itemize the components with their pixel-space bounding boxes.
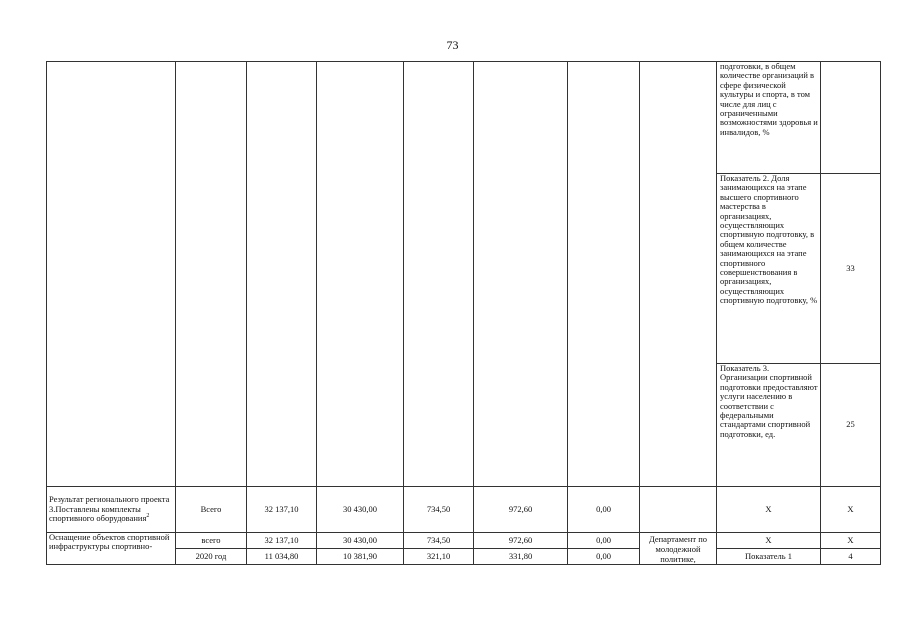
activity-period: всего xyxy=(176,533,247,549)
activity-municipal: 972,60 xyxy=(474,533,568,549)
activity-row xyxy=(47,533,881,549)
result-row xyxy=(47,487,881,533)
cell-empty xyxy=(568,62,640,487)
page-number: 73 xyxy=(446,38,459,52)
activity-regional: 321,10 xyxy=(404,549,474,565)
result-extra: 0,00 xyxy=(568,487,640,533)
activity-name: Оснащение объектов спортивной инфраструктуры спортивно- xyxy=(47,533,176,565)
activity-municipal: 331,80 xyxy=(474,549,568,565)
result-federal: 30 430,00 xyxy=(317,487,404,533)
cell-empty xyxy=(176,62,247,487)
activity-regional: 734,50 xyxy=(404,533,474,549)
indicator-value xyxy=(821,62,881,174)
indicator-text: Показатель 2. Доля занимающихся на этапе высшего спортивного мастерства в организациях, осуществляющих спортивную подготовку, в общем количестве занимающихся на этапе спортивного совершенствования в организациях, осуществляющих спортивную подготовку, % xyxy=(717,174,821,364)
cell-empty xyxy=(317,62,404,487)
activity-indicator: Х xyxy=(717,533,821,549)
activity-value: 4 xyxy=(821,549,881,565)
result-name: Результат регионального проекта 3.Поставлены комплекты спортивного оборудования$^2$ xyxy=(47,487,176,533)
cell-empty xyxy=(247,62,317,487)
footnote-marker: 2 xyxy=(146,513,150,520)
indicator-text: Показатель 3. Организации спортивной подготовки предоставляют услуги населению в соответствии с федеральными стандартами спортивной подготовки, ед. xyxy=(717,364,821,487)
result-period: Всего xyxy=(176,487,247,533)
activity-total: 11 034,80 xyxy=(247,549,317,565)
indicator-value: 25 xyxy=(821,364,881,487)
result-regional: 734,50 xyxy=(404,487,474,533)
activity-value: Х xyxy=(821,533,881,549)
activity-federal: 10 381,90 xyxy=(317,549,404,565)
activity-indicator: Показатель 1 xyxy=(717,549,821,565)
program-table xyxy=(46,61,881,565)
cell-empty xyxy=(404,62,474,487)
table-row xyxy=(47,62,881,174)
activity-extra: 0,00 xyxy=(568,533,640,549)
activity-federal: 30 430,00 xyxy=(317,533,404,549)
cell-empty xyxy=(47,62,176,487)
indicator-text: подготовки, в общем количестве организаций в сфере физической культуры и спорта, в том числе для лиц с ограниченными возможностями здоровья и инвалидов, % xyxy=(717,62,821,174)
activity-total: 32 137,10 xyxy=(247,533,317,549)
result-value: Х xyxy=(821,487,881,533)
cell-empty xyxy=(474,62,568,487)
activity-extra: 0,00 xyxy=(568,549,640,565)
activity-executor: Департамент по молодежной политике, xyxy=(640,533,717,565)
cell-empty xyxy=(640,62,717,487)
result-municipal: 972,60 xyxy=(474,487,568,533)
result-total: 32 137,10 xyxy=(247,487,317,533)
indicator-value: 33 xyxy=(821,174,881,364)
activity-period: 2020 год xyxy=(176,549,247,565)
result-indicator: Х xyxy=(717,487,821,533)
result-executor xyxy=(640,487,717,533)
